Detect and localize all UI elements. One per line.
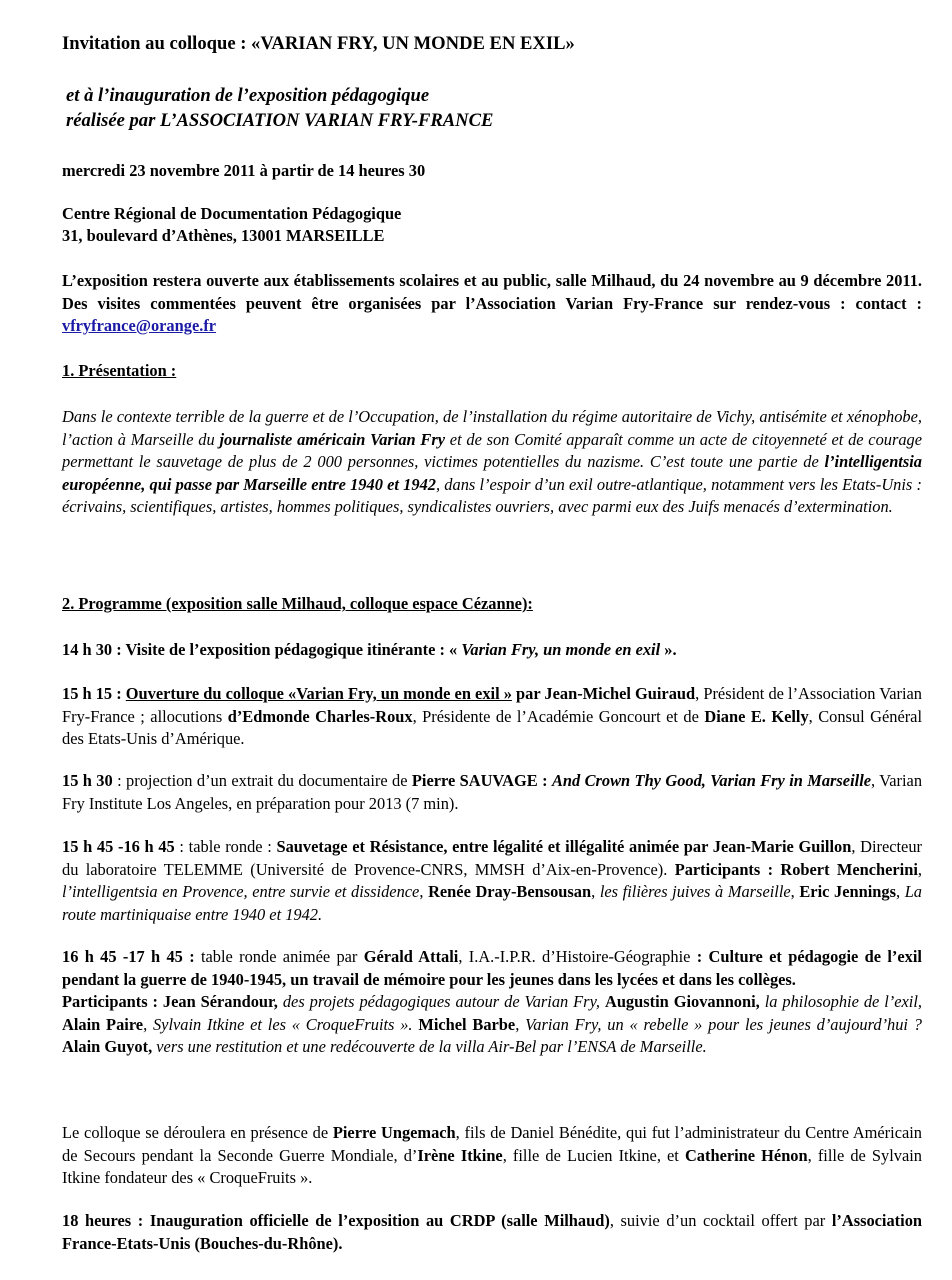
item4-sep-5: , <box>895 882 905 901</box>
item1-end: ». <box>660 640 677 659</box>
programme-item-5 <box>62 946 922 1059</box>
item4-sep-2: , <box>419 882 429 901</box>
programme-item-4 <box>62 836 922 926</box>
programme-heading: 2. Programme (exposition salle Milhaud, colloque espace Cézanne): <box>62 594 533 613</box>
final-bold-2: l’Association France-Etats-Unis (Bouches-du-Rhône). <box>62 1211 923 1253</box>
contact-email-link[interactable]: vfryfrance@orange.fr <box>62 316 217 335</box>
item4-sep-3: , <box>591 882 600 901</box>
item5-participants: Participants : Jean Sérandour, <box>62 992 278 1011</box>
presence-text-4: , fille de Sylvain Itkine fondateur des « CroqueFruits ». <box>62 1145 922 1187</box>
presence-paragraph <box>62 1122 922 1190</box>
item2-opening: Ouverture du colloque «Varian Fry, un monde en exil » <box>125 684 512 703</box>
item5-name-3: Alain Paire <box>62 1014 144 1034</box>
item5-text-1: table ronde animée par <box>194 947 364 966</box>
item2-speaker: par Jean-Michel Guiraud <box>511 684 696 703</box>
subtitle-line-1: et à l’inauguration de l’exposition pédagogique <box>66 85 430 106</box>
item3-colon: : <box>537 771 552 790</box>
final-bold-1: 18 heures : Inauguration officielle de l’exposition au CRDP (salle Milhaud) <box>62 1211 610 1230</box>
item5-talk-1: des projets pédagogiques autour de Varian Fry, <box>277 992 605 1011</box>
item1-time: 14 h 30 : Visite de l’exposition pédagogique itinérante : « <box>62 640 462 659</box>
item1-title: Varian Fry, un monde en exil <box>461 640 661 659</box>
item5-talk-4: Varian Fry, un « rebelle » pour les jeunes d’aujourd’hui ? <box>525 1014 922 1034</box>
item4-theme: Sauvetage et Résistance, entre légalité et illégalité animée par Jean-Marie Guillon <box>276 837 852 856</box>
item2-name-3: Diane E. Kelly <box>704 706 809 726</box>
item4-participants: Participants : Robert Mencherini <box>674 859 918 879</box>
presence-text-3: , fille de Lucien Itkine, et <box>502 1145 685 1165</box>
presence-name-3: Catherine Hénon <box>684 1145 808 1165</box>
presence-name-2: Irène Itkine <box>417 1145 503 1165</box>
item3-text-1: : projection d’un extrait du documentaire de <box>112 771 412 790</box>
item5-moderator: Gérald Attali <box>363 947 459 966</box>
item2-time: 15 h 15 : <box>62 684 126 703</box>
presence-name-1: Pierre Ungemach <box>332 1123 456 1142</box>
programme-item-2 <box>62 683 922 751</box>
presentation-heading: 1. Présentation : <box>62 361 177 380</box>
intro-text: L’exposition restera ouverte aux établissements scolaires et au public, salle Milhaud, du 24 novembre au 9 décembre 2011. Des visites commentées peuvent être organisées par l’Association Varian Fry-France sur rendez-vous : contact : <box>62 271 922 313</box>
presentation-text-3: , dans l’espoir d’un exil outre-atlantique, notamment vers les Etats-Unis : écrivains, scientifiques, artistes, hommes politiques, syndicalistes ouvriers, avec parmi eux des Juifs menacés d’extermination. <box>62 474 922 516</box>
presentation-text-1: Dans le contexte terrible de la guerre et de l’Occupation, de l’installation du régime autoritaire de Vichy, antisémite et xénophobe, l’action à Marseille du <box>62 407 922 449</box>
item5-time: 16 h 45 -17 h 45 : <box>62 947 195 966</box>
item5-talk-2: la philosophie de l’exil, <box>759 992 923 1011</box>
item4-talk-1: l’intelligentsia en Provence, entre survie et dissidence <box>62 882 420 901</box>
event-date: mercredi 23 novembre 2011 à partir de 14 heures 30 <box>62 161 426 180</box>
presentation-bold-2: l’intelligentsia européenne, qui passe par Marseille entre 1940 et 1942 <box>62 452 922 494</box>
item3-film-title: And Crown Thy Good, Varian Fry in Marseille <box>551 771 872 790</box>
item5-name-4: Michel Barbe <box>418 1014 516 1034</box>
presentation-bold-1: journaliste américain Varian Fry <box>219 429 446 449</box>
venue-name: Centre Régional de Documentation Pédagogique <box>62 204 402 223</box>
item5-sep-1: , <box>143 1014 153 1034</box>
presence-text-1: Le colloque se déroulera en présence de <box>62 1123 333 1142</box>
final-text-1: , suivie d’un cocktail offert par <box>609 1211 832 1230</box>
item3-director: Pierre SAUVAGE <box>411 771 538 790</box>
programme-item-1 <box>62 639 922 662</box>
item3-time: 15 h 30 <box>62 771 113 790</box>
presentation-paragraph <box>62 406 922 519</box>
item2-text-3: , Consul Général des Etats-Unis d’Amérique. <box>62 706 923 748</box>
item5-theme: : Culture et pédagogie de l’exil pendant la guerre de 1940-1945, un travail de mémoire pour les jeunes dans les lycées et dans les collèges. <box>62 947 922 989</box>
item4-name-2: Renée Dray-Bensousan <box>428 882 592 901</box>
item4-talk-2: les filières juives à Marseille <box>599 882 791 901</box>
item4-text-1: : table ronde : <box>174 837 277 856</box>
item5-name-2: Augustin Giovannoni, <box>604 992 760 1011</box>
intro-paragraph <box>62 270 922 338</box>
item4-name-3: Eric Jennings <box>799 882 896 901</box>
item2-text-2: , Présidente de l’Académie Goncourt et de <box>412 706 705 726</box>
venue-address: 31, boulevard d’Athènes, 13001 MARSEILLE <box>62 226 385 245</box>
page-title: Invitation au colloque : «VARIAN FRY, UN MONDE EN EXIL» <box>62 33 575 54</box>
item5-talk-5: vers une restitution et une redécouverte de la villa Air-Bel par l’ENSA de Marseille. <box>152 1037 707 1056</box>
subtitle-line-2: réalisée par L’ASSOCIATION VARIAN FRY-FRANCE <box>66 110 494 131</box>
final-paragraph <box>62 1210 922 1255</box>
item4-sep-1: , <box>917 859 922 879</box>
item4-talk-3: La route martiniquaise entre 1940 et 1942. <box>62 882 922 924</box>
item4-text-2: , Directeur du laboratoire TELEMME (Université de Provence-CNRS, MMSH d’Aix-en-Provence). <box>62 837 922 879</box>
item5-sep-2: , <box>515 1014 526 1034</box>
item5-name-5: Alain Guyot, <box>62 1037 153 1056</box>
item5-text-2: , I.A.-I.P.R. d’Histoire-Géographie <box>458 947 697 966</box>
item5-talk-3: Sylvain Itkine et les « CroqueFruits ». <box>152 1014 419 1034</box>
item2-text-1: , Président de l’Association Varian Fry-France ; allocutions <box>62 684 923 726</box>
programme-item-3 <box>62 770 922 815</box>
presence-text-2: , fils de Daniel Bénédite, qui fut l’administrateur du Centre Américain de Secours pendant la Seconde Guerre Mondiale, d’ <box>62 1123 922 1165</box>
item4-sep-4: , <box>790 882 800 901</box>
presentation-text-2: et de son Comité apparaît comme un acte de citoyenneté et de courage permettant le sauvetage de plus de 2 000 personnes, victimes potentielles du nazisme. C’est toute une partie de <box>62 429 923 471</box>
item3-text-2: , Varian Fry Institute Los Angeles, en préparation pour 2013 (7 min). <box>62 771 923 813</box>
item4-time: 15 h 45 -16 h 45 <box>62 837 175 856</box>
item2-name-2: d’Edmonde Charles-Roux <box>227 706 413 726</box>
